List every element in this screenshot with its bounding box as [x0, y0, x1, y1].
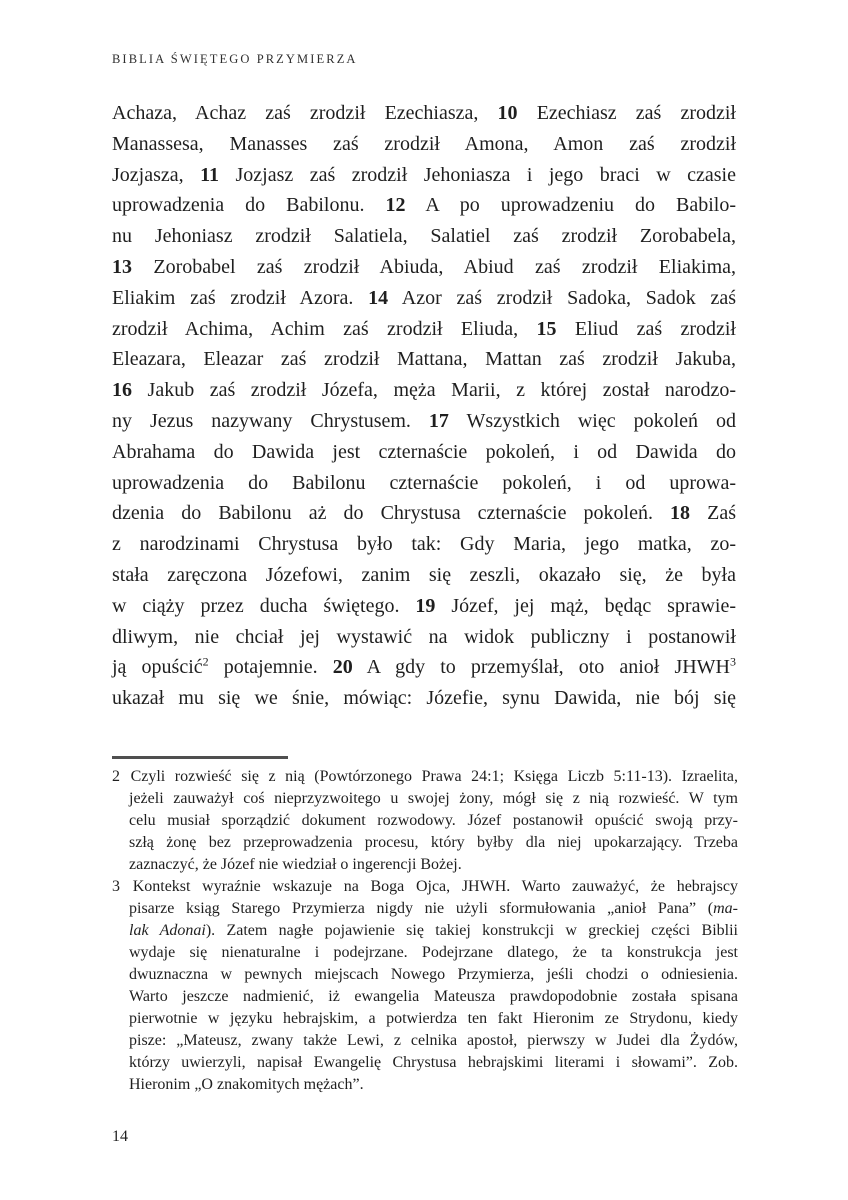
text-line: którzy uwierzyli, napisał Ewangelię Chrystusa hebrajskimi literami i słowami”. Zob. [129, 1054, 738, 1071]
text-line: 2 Czyli rozwieść się z nią (Powtórzonego Prawa 24:1; Księga Liczb 5:11-13). Izraelita, [112, 768, 738, 785]
text-line: dwuznaczna w pewnych miejscach Nowego Przymierza, jeśli chodzi o odniesienia. [129, 966, 738, 983]
text-line: 16 Jakub zaś zrodził Józefa, męża Marii, z której został narodzo- [112, 379, 736, 402]
text-line: Eliakim zaś zrodził Azora. 14 Azor zaś zrodził Sadoka, Sadok zaś [112, 286, 736, 309]
page-number: 14 [112, 1128, 128, 1145]
text-line: 13 Zorobabel zaś zrodził Abiuda, Abiud zaś zrodził Eliakima, [112, 255, 736, 278]
footnote-2 [112, 766, 738, 876]
footnotes [112, 766, 738, 1096]
text-line: Manassesa, Manasses zaś zrodził Amona, Amon zaś zrodził [112, 132, 736, 155]
footnote-ref: 3 [730, 654, 736, 669]
footnote-ref: 2 [202, 654, 209, 669]
text-line: Achaza, Achaz zaś zrodził Ezechiasza, 10 Ezechiasz zaś zrodził [112, 102, 736, 124]
text-line: w ciąży przez ducha świętego. 19 Józef, jej mąż, będąc sprawie- [112, 594, 736, 617]
footnote-marker: 3 [112, 878, 132, 895]
text-line: z narodzinami Chrystusa było tak: Gdy Maria, jego matka, zo- [112, 533, 736, 556]
text-line: uprowadzenia do Babilonu czternaście pokoleń, i od uprowa- [112, 471, 736, 494]
text-line: ją opuścić$^2$ potajemnie. 20 A gdy to przemyślał, oto anioł JHWH$^3$ [112, 654, 736, 679]
text-line: jeżeli zauważył coś nieprzyzwoitego u swojej żony, mógł się z nią rozwieść. W tym [129, 790, 738, 807]
text-line: wydaje się nienaturalne i podejrzane. Podejrzane dlatego, że ta konstrukcja jest [129, 944, 738, 961]
body-text [112, 98, 736, 714]
text-line: Warto jeszcze nadmienić, iż ewangelia Mateusza prawdopodobnie została spisana [129, 988, 738, 1005]
text-line: Eleazara, Eleazar zaś zrodził Mattana, Mattan zaś zrodził Jakuba, [112, 348, 736, 371]
text-line: 3 Kontekst wyraźnie wskazuje na Boga Ojca, JHWH. Warto zauważyć, że hebrajscy [112, 878, 738, 895]
text-line: stała zaręczona Józefowi, zanim się zeszli, okazało się, że była [112, 563, 736, 586]
text-line: pisze: „Mateusz, zwany także Lewi, z celnika apostoł, pierwszy w Judei dla Żydów, [129, 1032, 738, 1049]
running-header: BIBLIA ŚWIĘTEGO PRZYMIERZA [112, 52, 358, 66]
text-line: ny Jezus nazywany Chrystusem. 17 Wszystkich więc pokoleń od [112, 409, 736, 432]
text-line: uprowadzenia do Babilonu. 12 A po uprowadzeniu do Babilo- [112, 194, 736, 217]
footnote-3 [112, 876, 738, 1096]
text-line: zrodził Achima, Achim zaś zrodził Eliuda, 15 Eliud zaś zrodził [112, 317, 736, 340]
text-line: szłą żonę bez przeprowadzenia procesu, który byłby dla niej upokarzający. Trzeba [129, 834, 738, 851]
text-line: celu musiał sporządzić dokument rozwodowy. Józef postanowił opuścić swoją przy- [129, 812, 738, 829]
text-line: lak Adonai). Zatem nagłe pojawienie się takiej konstrukcji w greckiej części Biblii [129, 922, 739, 939]
text-line: Abrahama do Dawida jest czternaście pokoleń, i od Dawida do [112, 440, 736, 463]
text-line: pisarze ksiąg Starego Przymierza nigdy nie użyli sformułowania „anioł Pana” (ma- [129, 900, 738, 917]
text-line: ukazał mu się we śnie, mówiąc: Józefie, synu Dawida, nie bój się [112, 687, 736, 710]
text-line: dzenia do Babilonu aż do Chrystusa czternaście pokoleń. 18 Zaś [112, 502, 736, 525]
text-line: nu Jehoniasz zrodził Salatiela, Salatiel zaś zrodził Zorobabela, [112, 225, 736, 248]
text-line: zaznaczyć, że Józef nie wiedział o ingerencji Bożej. [129, 856, 462, 873]
footnote-separator [112, 756, 288, 759]
text-line: Jozjasza, 11 Jozjasz zaś zrodził Jehoniasza i jego braci w czasie [112, 163, 736, 186]
text-line: dliwym, nie chciał jej wystawić na widok publiczny i postanowił [112, 625, 736, 648]
text-line: Hieronim „O znakomitych mężach”. [129, 1076, 364, 1093]
footnote-marker: 2 [112, 768, 130, 785]
text-line: pierwotnie w języku hebrajskim, a potwierdza ten fakt Hieronim ze Strydonu, kiedy [129, 1010, 738, 1027]
